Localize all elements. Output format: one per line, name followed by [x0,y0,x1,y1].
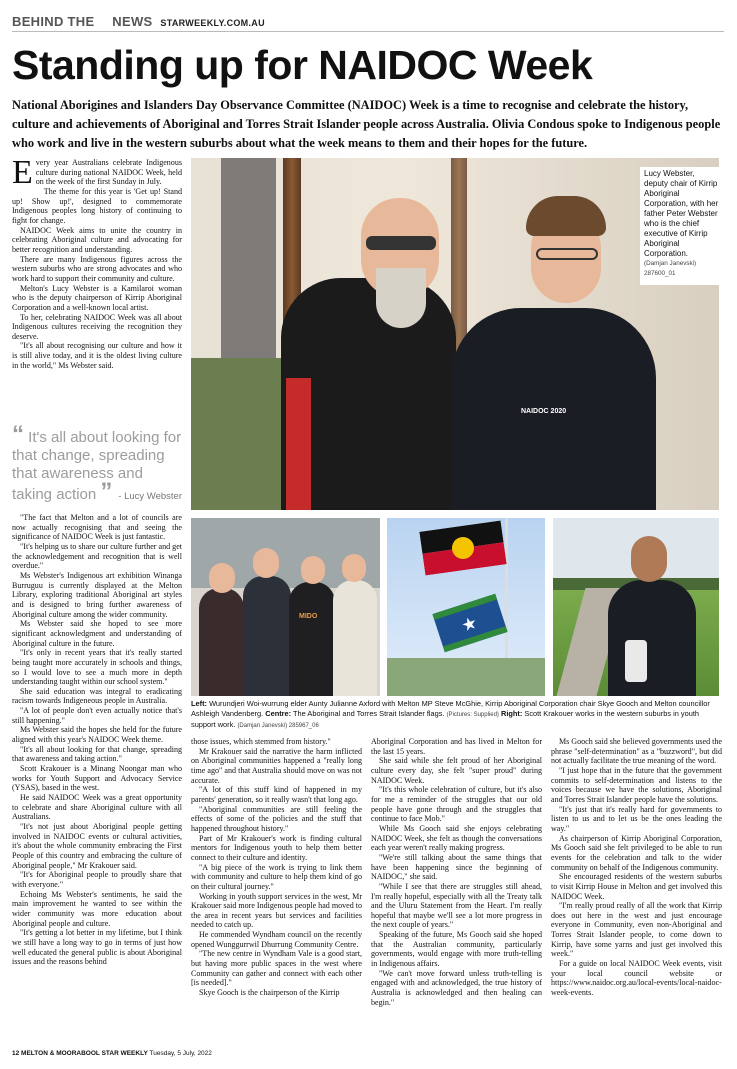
caption-right: Scott Krakouer works in the western suburbs in youth support work. [191,708,699,729]
trees [387,658,545,696]
page-footer [12,1050,212,1057]
paragraph: "It's all about looking for that change, spreading that awareness and taking action." [12,744,182,764]
paragraph: "A lot of people don't even actually notice that's still happening." [12,706,182,725]
glasses-icon [536,248,598,260]
caption-right-label: Right: [500,708,523,718]
doorway [221,158,276,358]
pull-quote [12,421,182,505]
paragraph: "It's for Aboriginal people to proudly share that with everyone." [12,870,182,889]
paragraph: Aboriginal Corporation and has lived in Melton for the last 15 years. [371,737,542,756]
star-icon [461,615,479,633]
hair [526,196,606,236]
pull-quote-attribution: - Lucy Webster [118,491,182,502]
person [243,576,291,696]
person [333,580,377,696]
paragraph: Ms Webster's Indigenous art exhibition Winanga Burruguu is currently displayed at the Melton Library, exploring traditional Aboriginal art styles and is designed to bring further awareness of Aboriginal culture among the wider community. [12,570,182,619]
caption-centre-label: Centre: [265,708,292,718]
paragraph: "I just hope that in the future that the government commits to self-determination and listens to the voices because we have the solutions, Aboriginal and Torres Strait Islander people have the solutions. [551,765,722,804]
headline: Standing up for NAIDOC Week [12,42,593,88]
paragraph: She said education was integral to eradicating racism towards Indigeneous people in Australia. [12,686,182,706]
paragraph: For a guide on local NAIDOC Week events, visit your local council website or https://www.naidoc.org.au/local-events/local-naidoc-week-events. [551,959,722,998]
paragraph: There are many Indigenous figures across the western suburbs who are strong advocates and who work hard to support their community and culture. [12,254,182,283]
shirt-stripe [286,378,311,510]
article-col1-top [12,158,182,420]
face [631,536,667,582]
paragraph: "While I see that there are struggles still ahead, I'm really hopeful, especially with all the Treaty talk and the Uluru Statement from the Heart. I'm really hopeful that maybe we'll see a lot more progress in the next couple of years." [371,881,542,930]
paragraph: Speaking of the future, Ms Gooch said she hoped that the Australian community, particularly governments, would engage with more truth-telling in Indigenous affairs. [371,930,542,969]
paragraph: Skye Gooch is the chairperson of the Kirrip [199,988,340,998]
paragraph: As chairperson of Kirrip Aboriginal Corporation, Ms Gooch said she felt privileged to be able to run events for the celebration and talk to the wider community on behalf of the Indigenous community. [551,833,722,872]
aboriginal-flag [419,521,506,576]
paragraph: "We can't move forward unless truth-telling is engaged with and acknowledged, the true history of Australia is acknowledged and then healing can begin." [371,968,542,1007]
flags-photo [387,518,545,696]
face [253,548,279,578]
paragraph: Part of Mr Krakouer's work is finding cultural mentors for Indigenous youth to help them better connect to their culture and identity. [191,833,362,862]
section-strip [12,14,265,29]
dropcap: E [12,158,33,191]
section-label-b: NEWS [112,14,153,29]
site-url[interactable]: STARWEEKLY.COM.AU [160,18,265,28]
article-col3 [371,737,542,1045]
paragraph: "It's getting a lot better in my lifetime, but I think we still have a long way to go in terms of just how well educated the general public is about Aboriginal issues and the reasons behind [12,928,182,967]
person [289,582,335,696]
paragraph: Ms Webster said the hopes she held for the future aligned with this year's NAIDOC Week theme. [12,725,182,745]
man-figure [608,580,696,696]
caption-centre-credit: (Pictures: Supplied) [446,711,499,718]
paragraph: "It's helping us to share our culture further and get the acknowledgement and recognition that is well overdue." [12,541,182,571]
paragraph: NAIDOC Week aims to unite the country in celebrating Aboriginal culture and advocating for better recognition and understanding. [12,225,182,254]
article-col1-bottom [12,513,182,1045]
sunglasses-icon [366,236,436,250]
torres-strait-flag [432,594,507,652]
page-number: 12 [12,1050,20,1057]
paragraph: "It's all about recognising our culture and how it is still alive today, and it is the oldest living culture in the world," Ms Webster said. [12,341,182,370]
lead-caption-credit: (Damjan Janevski) 287600_01 [644,260,697,277]
face [209,563,235,593]
caption-left: Wurundjeri Woi-wurrung elder Aunty Julianne Axford with Melton MP Steve McGhie, Kirrip Aboriginal Corporation chair Skye Gooch and Melton councillor Ashleigh Vandenberg. [191,699,710,718]
paragraph: "The fact that Melton and a lot of councils are now actually recognising that and seeing the significance of NAIDOC Week is just fantastic. [12,513,182,542]
lead-photo-caption [640,167,720,285]
issue-date: Tuesday, 5 July, 2022 [149,1050,212,1057]
face [342,554,366,582]
caption-right-credit: (Damjan Janevski) 285967_06 [237,723,319,729]
paragraph: She encouraged residents of the western suburbs to visit Kirrip House in Melton and get involved this NAIDOC Week. [551,872,722,901]
group-photo [191,518,380,696]
paragraph: "It's only in recent years that it's really started being taught more accurately in schools and things, so I would love to see a much more in depth understanding taught within our school system." [12,648,182,687]
paper-name: MELTON & MOORABOOL STAR WEEKLY [21,1050,148,1057]
paragraph: He commended Wyndham council on the recently opened Wunggurrwil Dhurrung Community Centre. [191,930,362,949]
open-quote-icon: “ [12,421,24,448]
paragraph: Ms Gooch said she believed governments used the phrase "self-determination" as a "buzzword", but did not actually facilitate the true meaning of the word. [551,737,722,766]
lead-caption-text: Lucy Webster, deputy chair of Kirrip Aboriginal Corporation, with her father Peter Webster who is the chief executive of Kirrip Aboriginal Corporation. [644,169,719,258]
paragraph: Melton's Lucy Webster is a Kamilaroi woman who is the deputy chairperson of Kirrip Aboriginal Corporation and a well-known local artist. [12,283,182,312]
caption-centre: The Aboriginal and Torres Strait Islander flags. [293,708,445,718]
hoodie-pattern [625,640,647,682]
person [199,588,244,696]
paragraph: "It's this whole celebration of culture, but it's also for me a reminder of the struggles that our old people have gone through and the struggles that continue to face Mob." [371,785,542,824]
paragraph: very year Australians celebrate Indigenous culture during national NAIDOC Week, held on the week of the first Sunday in July. [35,158,182,187]
paragraph: "A big piece of the work is trying to link them with community and culture to help them kind of go on their cultural journey." [191,862,362,891]
bottom-photos-caption [191,699,721,733]
paragraph: "I'm really proud really of all the work that Kirrip does out here in the west and just encourage everyone in Community, even non-Aboriginal and Torres Strait Islander people, to come down to Kirrip, have some yarns and just get involved this week." [551,901,722,959]
garden-bed [191,358,291,510]
standfirst: National Aborigines and Islanders Day Observance Committee (NAIDOC) Week is a time to recognise and celebrate the history, culture and achievements of Aboriginal and Torres Strait Islander people across Australia. Olivia Condous spoke to Indigenous people who work and live in the western suburbs about what the week means to them and their hopes for the future. [12,98,721,150]
hoodie-print: NAIDOC 2020 [521,408,567,415]
paragraph: Ms Webster said she hoped to see more significant acknowledgment and understanding of Aboriginal culture in the future. [12,619,182,648]
paragraph: those issues, which stemmed from history." [191,737,331,746]
portrait-photo [553,518,719,696]
paragraph: He said NAIDOC Week was a great opportunity to celebrate and share Aboriginal culture with all Australians. [12,793,182,822]
paragraph: "The new centre in Wyndham Vale is a good start, but having more public spaces in the west where Community can gather and connect with each other [is needed]." [191,949,362,988]
paragraph: "Aboriginal communities are still feeling the effects of some of the policies and the stuff that happened throughout history." [191,804,362,833]
paragraph: "A lot of this stuff kind of happened in my parents' generation, so it really wasn't that long ago. [191,785,362,804]
paragraph: To her, celebrating NAIDOC Week was all about Indigenous cultures receiving the recognition they deserve. [12,312,182,341]
article-col4 [551,737,722,1045]
close-quote-icon: ” [100,478,113,505]
paragraph: Echoing Ms Webster's sentiments, he said the main improvement he wanted to see within the wider community was more education about Aboriginal people and culture. [12,889,182,928]
paragraph: Scott Krakouer is a Minang Noongar man who works for Youth Support and Advocacy Service (YSAS), based in the west. [12,764,182,793]
paragraph: Working in youth support services in the west, Mr Krakouer said more Indigenous people had moved to the area in recent years but services and facilities needed to catch up. [191,891,362,930]
beard [376,268,426,328]
paragraph: The theme for this year is 'Get up! Stand up! Show up!', designed to commemorate Indigenous peoples long history of continuing to fight for change. [12,186,182,225]
article-col2 [191,737,362,1045]
paragraph: "It's not just about Aboriginal people getting involved in NAIDOC events or cultural activities, it's about the whole community embracing the First People of this country and embracing the culture of Aboriginal people," Mr Krakouer said. [12,822,182,870]
lead-paragraph [12,158,182,191]
paragraph: Mr Krakouer said the narrative the harm inflicted on Aboriginal communities happened a "really long time ago" and that Australia should move on was not accurate. [191,746,362,785]
pull-quote-text: It's all about looking for that change, spreading that awareness and taking action [12,429,182,503]
paragraph: While Ms Gooch said she enjoys celebrating NAIDOC Week, she felt as though the conversations each year weren't really making progress. [371,823,542,853]
face [301,556,325,584]
section-label-a: BEHIND THE [12,14,95,29]
header-rule [12,31,724,32]
paragraph: "It's just that it's really hard for governments to listen to us and to let us be the ones leading the way." [551,804,722,833]
paragraph: She said while she felt proud of her Aboriginal culture every day, she felt "super proud" during NAIDOC Week. [371,756,542,785]
caption-left-label: Left: [191,699,208,708]
paragraph: "We're still talking about the same things that have been happening since the beginning of NAIDOC," she said. [371,852,542,882]
shirt-print: MIDO [299,613,318,620]
